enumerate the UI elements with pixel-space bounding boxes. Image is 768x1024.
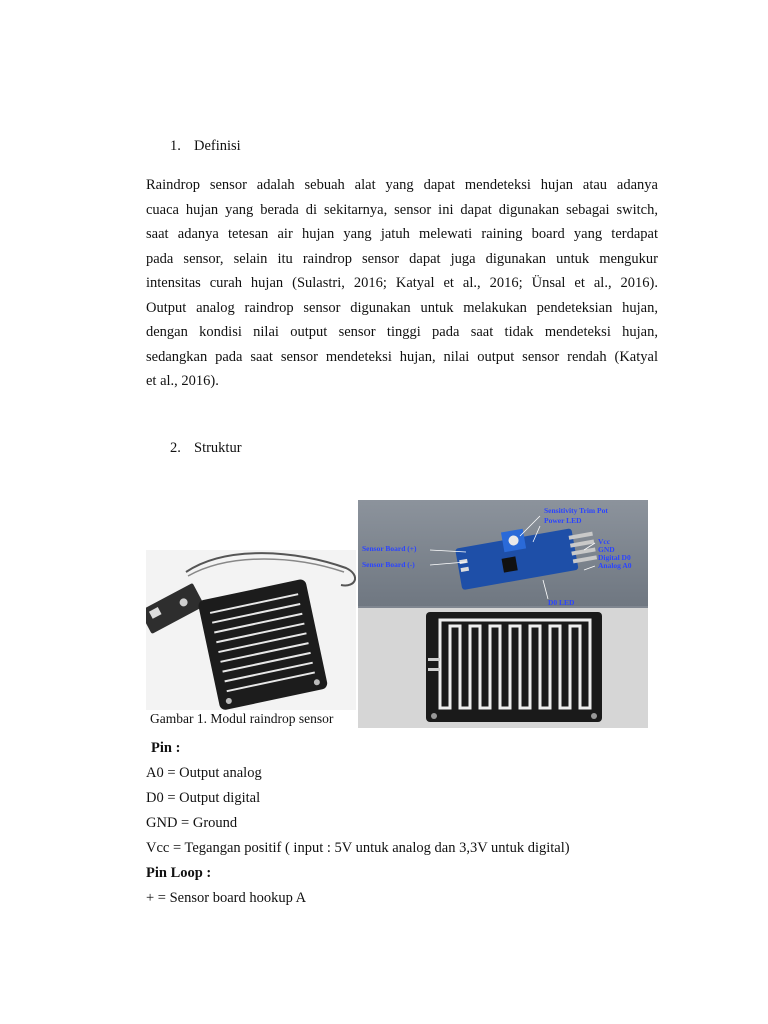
paragraph-line: saat adanya tetesan air hujan yang jatuh melewati raining board yang terdapat	[146, 226, 658, 242]
rain-board-illustration	[358, 608, 648, 728]
paragraph-line: Output analog raindrop sensor digunakan untuk melakukan pendeteksian hujan,	[146, 299, 658, 316]
raindrop-sensor-illustration	[146, 550, 356, 710]
definition-paragraph	[146, 173, 658, 394]
section-title: Definisi	[194, 138, 241, 154]
label-power-led: Power LED	[544, 516, 582, 525]
section-title: Struktur	[194, 440, 242, 456]
paragraph-line: sedangkan pada saat sensor mendeteksi hujan, nilai output sensor rendah (Katyal	[146, 348, 658, 365]
paragraph-line: Raindrop sensor adalah sebuah alat yang dapat mendeteksi hujan atau adanya	[146, 177, 658, 193]
pin-item: GND = Ground	[146, 815, 238, 831]
label-sensor-board-plus: Sensor Board (+)	[362, 544, 417, 553]
label-d0-led: D0 LED	[548, 598, 575, 607]
paragraph-line: et al., 2016).	[146, 373, 219, 389]
label-vcc: Vcc	[598, 537, 611, 546]
pin-item: D0 = Output digital	[146, 790, 261, 806]
annotated-sensor-photo	[358, 500, 648, 728]
label-sensitivity-trim-pot: Sensitivity Trim Pot	[544, 506, 608, 515]
section-number: 2.	[170, 440, 181, 456]
label-gnd: GND	[598, 545, 615, 554]
label-sensor-board-minus: Sensor Board (-)	[362, 560, 415, 569]
paragraph-line: dengan kondisi nilai output sensor tinggi pada saat tidak mendeteksi hujan,	[146, 324, 658, 340]
label-digital-d0: Digital D0	[598, 553, 631, 562]
pin-heading: Pin :	[151, 740, 181, 756]
control-board-photo	[358, 500, 648, 606]
section-number: 1.	[170, 138, 181, 154]
rain-board-photo	[358, 608, 648, 728]
label-analog-a0: Analog A0	[598, 561, 632, 570]
pin-item: A0 = Output analog	[146, 765, 262, 781]
figure-caption: Gambar 1. Modul raindrop sensor	[150, 711, 334, 726]
pin-item: Vcc = Tegangan positif ( input : 5V untuk analog dan 3,3V untuk digital)	[146, 840, 570, 856]
paragraph-line: cuaca hujan yang berada di sekitarnya, sensor ini dapat digunakan sebagai switch,	[146, 201, 658, 218]
paragraph-line: intensitas curah hujan (Sulastri, 2016; Katyal et al., 2016; Ünsal et al., 2016).	[146, 275, 658, 291]
sensor-module-photo	[146, 550, 356, 710]
pin-loop-heading: Pin Loop :	[146, 865, 212, 881]
pin-description-list	[146, 736, 570, 911]
paragraph-line: pada sensor, selain itu raindrop sensor dapat juga digunakan untuk mengukur	[146, 250, 658, 267]
sensor-figure	[146, 500, 648, 728]
pin-loop-item: + = Sensor board hookup A	[146, 890, 307, 906]
